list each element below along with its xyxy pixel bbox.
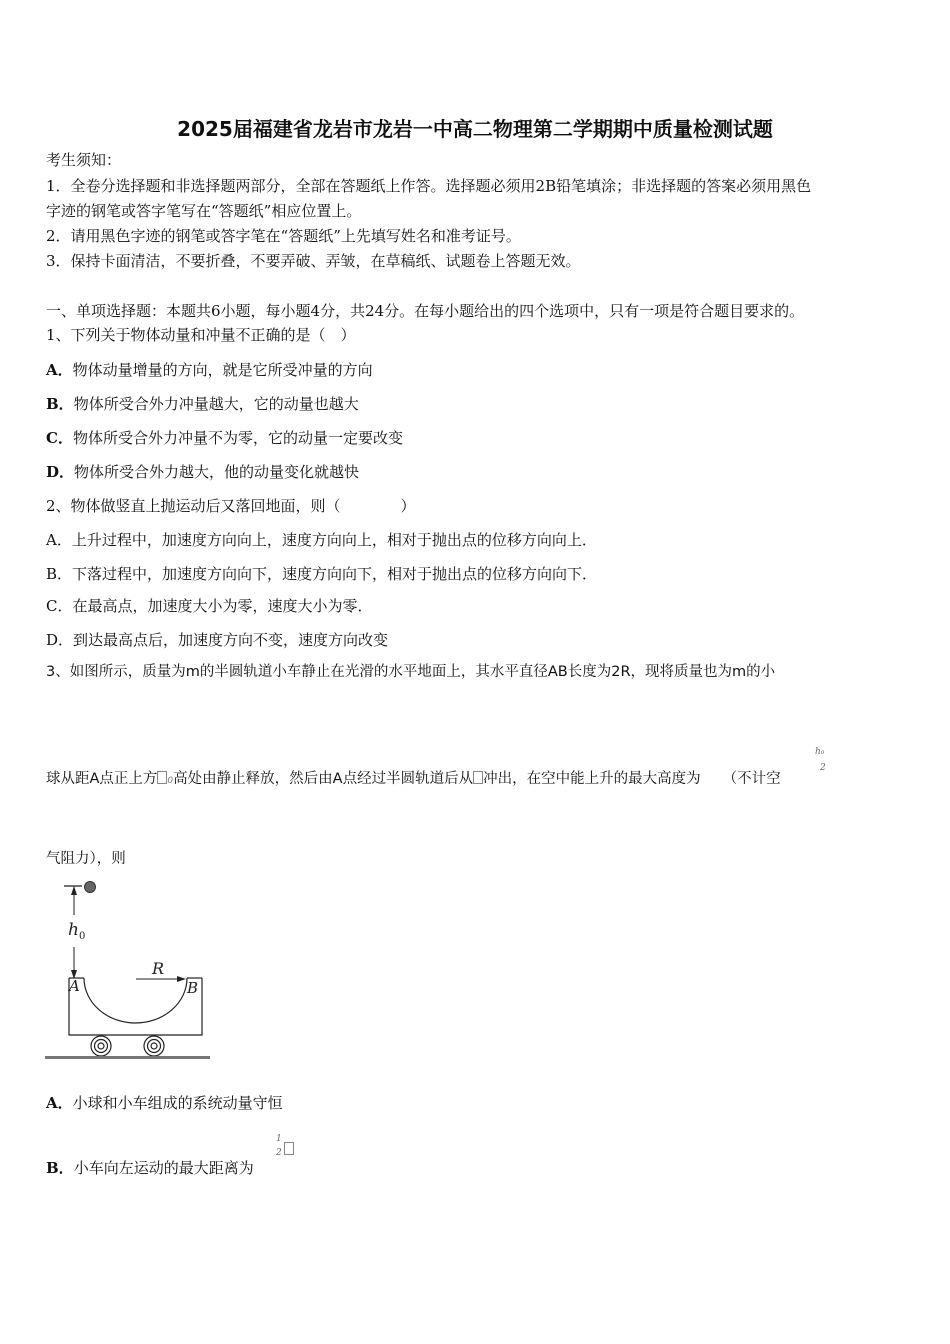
option-text: 物体所受合外力冲量越大，它的动量也越大 <box>73 395 359 413</box>
section-heading: 一、单项选择题：本题共6小题，每小题4分，共24分。在每小题给出的四个选项中，只有一项是符合题目要求的。 <box>46 302 805 320</box>
formula-placeholder-icon <box>157 771 167 784</box>
q3-stem-line3: 气阻力），则 <box>46 851 126 867</box>
option-text: 物体所受合外力冲量不为零，它的动量一定要改变 <box>72 429 403 447</box>
arrow-up-icon <box>71 886 77 895</box>
q1-option-c <box>46 428 403 448</box>
option-letter: A． <box>46 1094 73 1112</box>
formula-placeholder-icon <box>284 1142 294 1155</box>
q3-stem-part-b: 高处由静止释放，然后由A点经过半圆轨道后从 <box>173 771 474 787</box>
option-letter: B． <box>46 1159 74 1177</box>
q2-option-b: B．下落过程中，加速度方向向下，速度方向向下，相对于抛出点的位移方向向下． <box>46 565 598 583</box>
page-title: 2025届福建省龙岩市龙岩一中高二物理第二学期期中质量检测试题 <box>177 117 773 141</box>
q1-option-d <box>46 462 359 482</box>
option-text: 物体动量增量的方向，就是它所受冲量的方向 <box>72 361 373 379</box>
option-text: 小车向左运动的最大距离为 <box>73 1159 254 1177</box>
option-letter: C． <box>46 429 73 447</box>
ball-icon <box>85 882 96 893</box>
fraction-numerator: 1 <box>276 1134 282 1144</box>
q1-option-b <box>46 394 359 414</box>
notice-item-1-cont: 字迹的钢笔或答字笔写在“答题纸”相应位置上。 <box>46 202 362 220</box>
r-label: R <box>152 959 165 978</box>
q3-stem-part-a: 球从距A点正上方 <box>46 771 158 787</box>
q1-option-a <box>46 360 373 380</box>
option-text: 物体所受合外力越大，他的动量变化就越快 <box>74 463 360 481</box>
b-label: B <box>187 979 199 997</box>
half-circle-cart-figure <box>40 875 220 1065</box>
q3-option-b <box>46 1158 254 1178</box>
notice-heading: 考生须知： <box>46 151 122 169</box>
wheel-right-icon <box>144 1036 164 1056</box>
q1-stem: 1、下列关于物体动量和冲量不正确的是（ ） <box>46 326 356 344</box>
q3-stem-line2 <box>46 769 781 791</box>
fraction-numerator: h₀ <box>815 747 825 757</box>
ground-line <box>45 1056 210 1059</box>
q2-option-d: D．到达最高点后，加速度方向不变，速度方向改变 <box>46 631 389 649</box>
q3-stem-part-c: 冲出，在空中能上升的最大高度为 <box>483 771 701 787</box>
cart-body <box>69 978 202 1035</box>
fraction-denominator: 2 <box>820 763 826 773</box>
a-label: A <box>69 977 80 995</box>
option-letter: A． <box>46 361 73 379</box>
q3-option-a <box>46 1093 283 1113</box>
q2-option-c: C．在最高点，加速度大小为零，速度大小为零． <box>46 597 373 615</box>
h-subscript: 0 <box>79 931 86 942</box>
formula-placeholder-icon <box>473 771 483 784</box>
h-label: h <box>68 920 79 940</box>
q2-stem: 2、物体做竖直上抛运动后又落回地面，则（ ） <box>46 497 416 515</box>
semicircle-track <box>84 978 187 1023</box>
option-letter: B． <box>46 395 74 413</box>
notice-item-1: 1．全卷分选择题和非选择题两部分，全部在答题纸上作答。选择题必须用2B铅笔填涂；非选择题的答案必须用黑色 <box>46 177 812 195</box>
notice-item-3: 3．保持卡面清洁，不要折叠，不要弄破、弄皱，在草稿纸、试题卷上答题无效。 <box>46 252 581 270</box>
q3-stem-part-d: （不计空 <box>722 771 781 787</box>
option-text: 小球和小车组成的系统动量守恒 <box>72 1094 283 1112</box>
wheel-left-icon <box>91 1036 111 1056</box>
arrow-right-icon <box>177 976 186 982</box>
q3-stem-line1: 3、如图所示，质量为m的半圆轨道小车静止在光滑的水平地面上，其水平直径AB长度为2R，现将质量也为m的小 <box>46 664 776 680</box>
option-letter: D． <box>46 463 75 481</box>
notice-item-2: 2．请用黑色字迹的钢笔或答字笔在“答题纸”上先填写姓名和准考证号。 <box>46 227 521 245</box>
q2-option-a: A．上升过程中，加速度方向向上，速度方向向上，相对于抛出点的位移方向向上． <box>46 531 597 549</box>
formula-subscript: 0 <box>167 776 174 786</box>
fraction-denominator: 2 <box>276 1148 282 1158</box>
